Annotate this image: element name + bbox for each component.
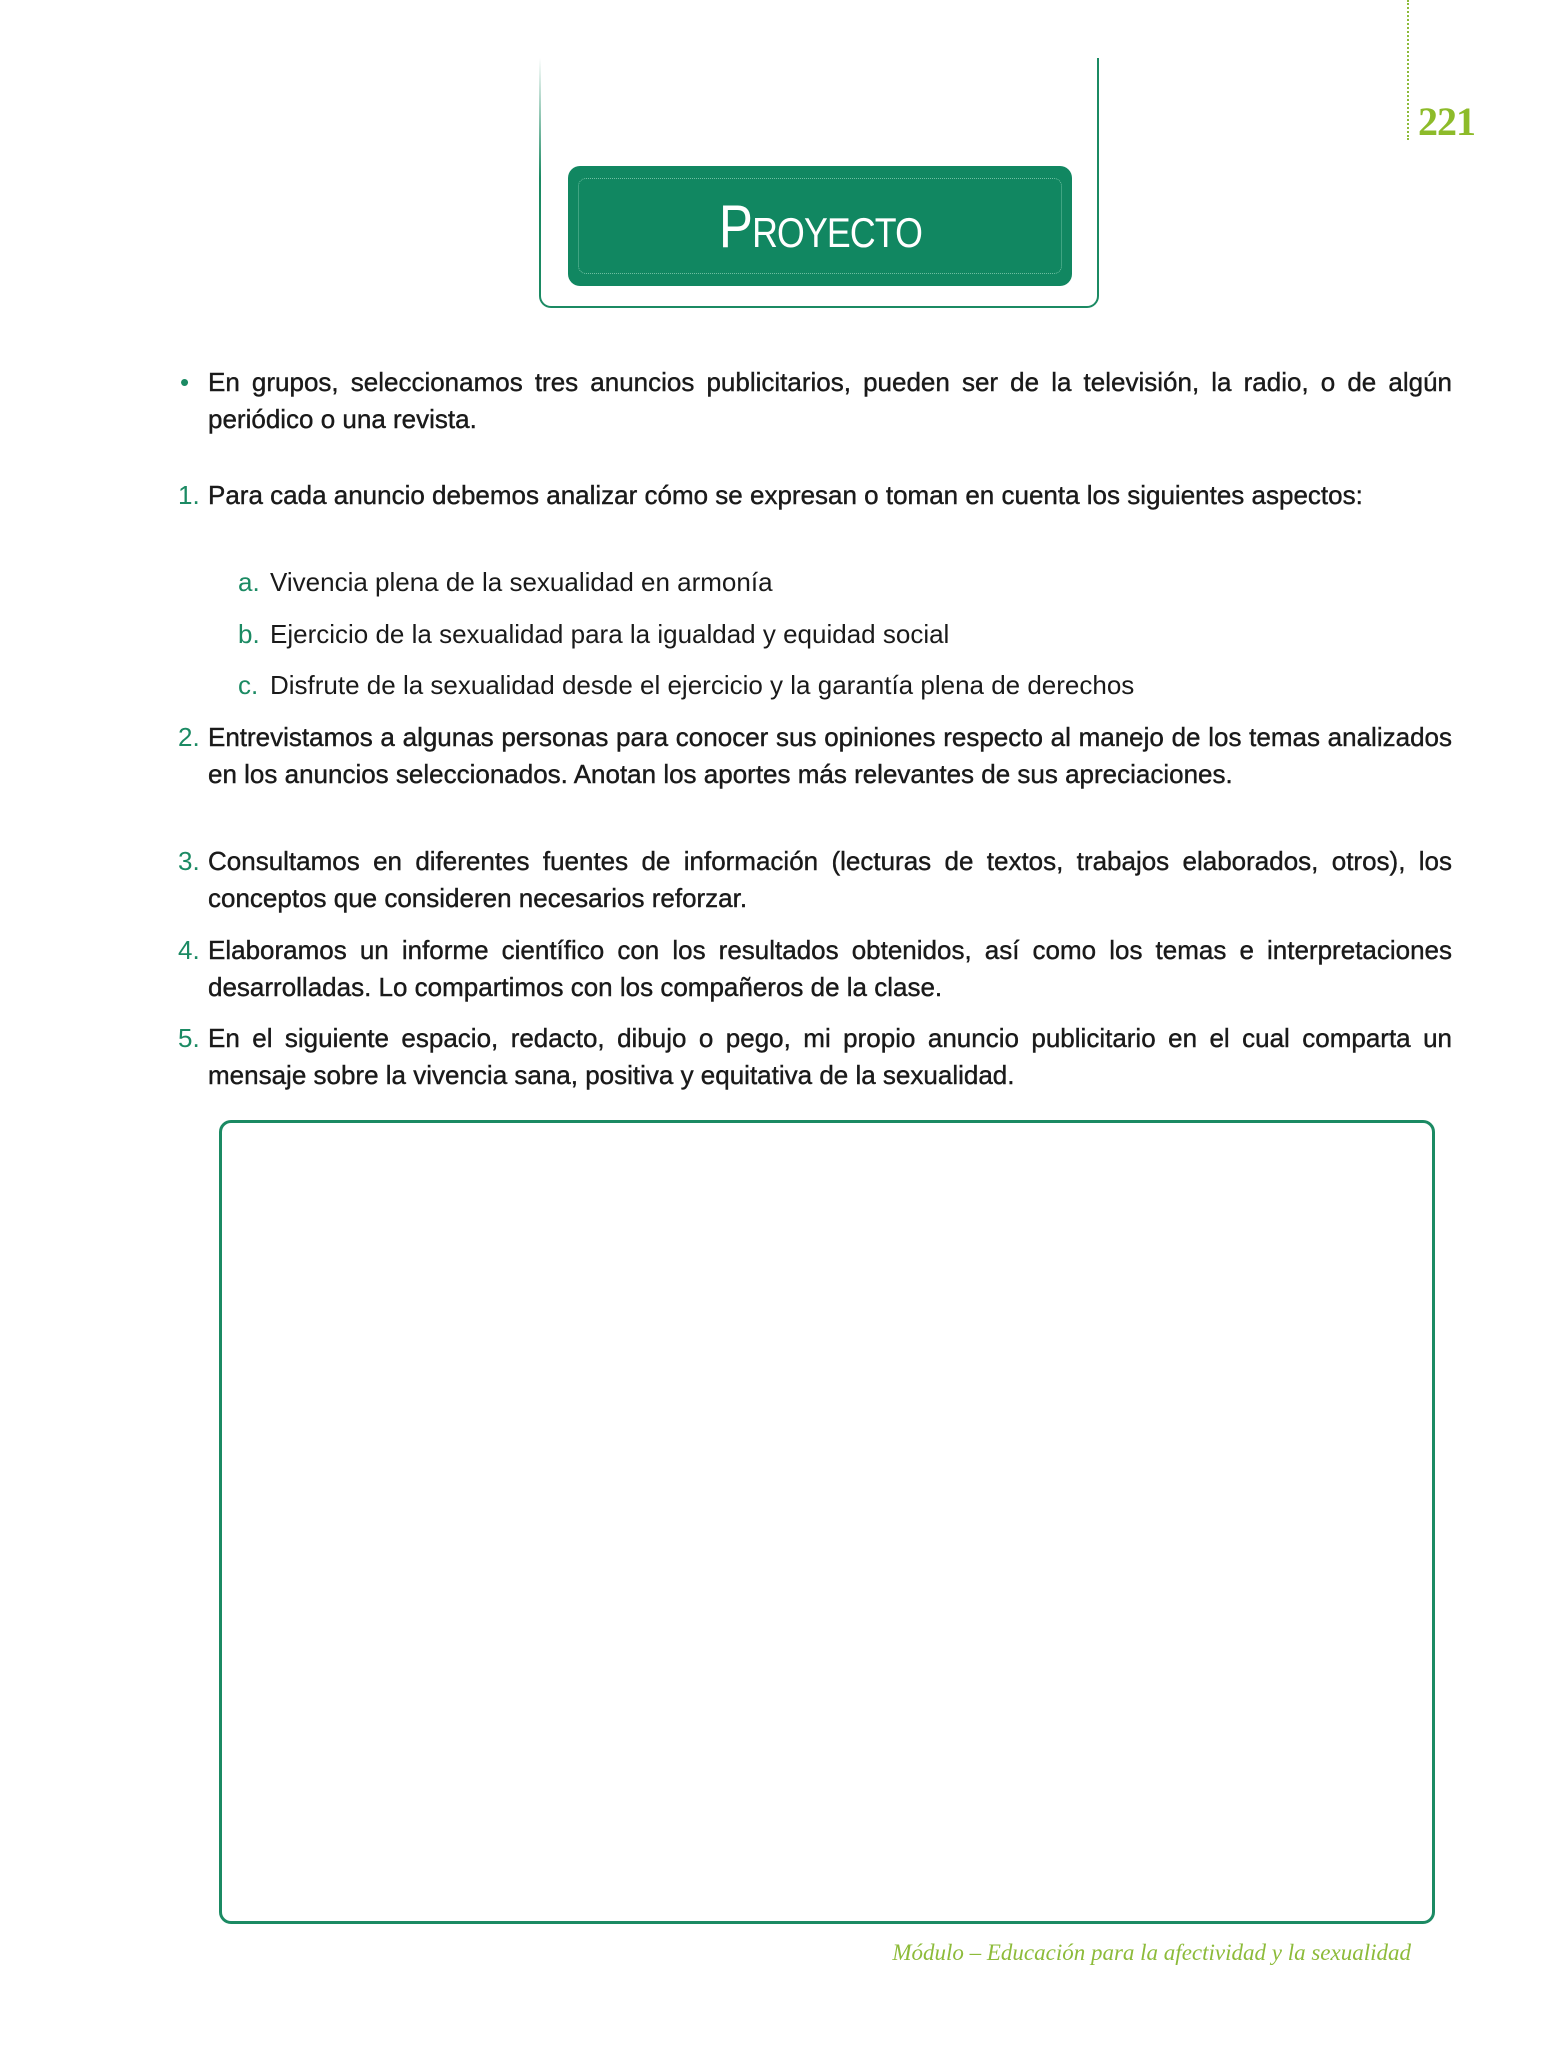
list-item-1 <box>178 477 1452 514</box>
intro-text: En grupos, seleccionamos tres anuncios publicitarios, pueden ser de la televisión, la radio, o de algún periódico o una revista. <box>208 367 1452 434</box>
item-text: Entrevistamos a algunas personas para conocer sus opiniones respecto al manejo de los temas analizados en los anuncios seleccionados. Anotan los aportes más relevantes de sus apreciaciones. <box>208 722 1452 789</box>
item-text: Para cada anuncio debemos analizar cómo se expresan o toman en cuenta los siguientes aspectos: <box>208 480 1363 510</box>
list-item-2 <box>178 719 1452 793</box>
answer-box[interactable] <box>219 1120 1435 1924</box>
sub-item-b <box>238 616 950 653</box>
sub-text: Vivencia plena de la sexualidad en armonía <box>270 567 773 597</box>
item-number: 2. <box>178 722 200 752</box>
sub-letter: b. <box>238 619 260 649</box>
item-number: 5. <box>178 1023 200 1053</box>
list-item-5 <box>178 1020 1452 1094</box>
margin-divider <box>1407 0 1409 140</box>
item-text: Consultamos en diferentes fuentes de información (lecturas de textos, trabajos elaborados, otros), los conceptos que consideren necesarios reforzar. <box>208 846 1452 913</box>
sub-item-a <box>238 564 773 601</box>
sub-item-c <box>238 667 1135 704</box>
sub-text: Ejercicio de la sexualidad para la igualdad y equidad social <box>270 619 950 649</box>
list-item-3 <box>178 843 1452 917</box>
sub-text: Disfrute de la sexualidad desde el ejercicio y la garantía plena de derechos <box>270 670 1135 700</box>
item-text: Elaboramos un informe científico con los resultados obtenidos, así como los temas e interpretaciones desarrolladas. Lo compartimos con los compañeros de la clase. <box>208 935 1452 1002</box>
sub-letter: c. <box>238 670 259 700</box>
item-number: 1. <box>178 480 200 510</box>
section-title: Proyecto <box>718 192 922 260</box>
section-banner <box>568 166 1072 286</box>
page-number: 221 <box>1418 99 1475 144</box>
item-number: 3. <box>178 846 200 876</box>
intro-paragraph <box>180 364 1452 438</box>
list-item-4 <box>178 932 1452 1006</box>
item-number: 4. <box>178 935 200 965</box>
sub-letter: a. <box>238 567 260 597</box>
item-text: En el siguiente espacio, redacto, dibujo o pego, mi propio anuncio publicitario en el cual comparta un mensaje sobre la vivencia sana, positiva y equitativa de la sexualidad. <box>208 1023 1452 1090</box>
footer-module-title: Módulo – Educación para la afectividad y la sexualidad <box>892 1940 1411 1965</box>
bullet-icon: • <box>180 367 190 397</box>
